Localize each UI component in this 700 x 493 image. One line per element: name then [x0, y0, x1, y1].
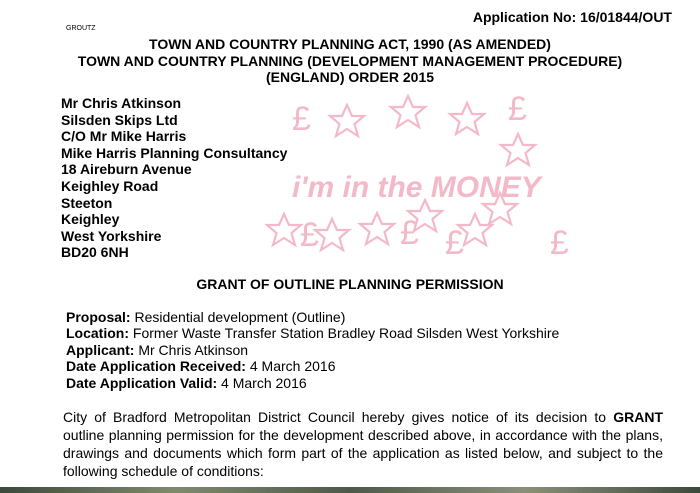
address-line: Keighley Road: [61, 177, 159, 194]
address-line: BD20 6NH: [61, 244, 129, 261]
applicant-row: [66, 342, 559, 358]
star-icon: [360, 213, 394, 244]
address-line: Mike Harris Planning Consultancy: [61, 144, 288, 161]
act-title-line-1: TOWN AND COUNTRY PLANNING ACT, 1990 (AS AMENDED): [149, 36, 551, 52]
act-title-line-3: (ENGLAND) ORDER 2015: [265, 69, 435, 85]
watermark-graphics: [267, 96, 535, 250]
location-label: Location:: [66, 325, 129, 342]
decision-notice: [63, 408, 663, 480]
location-value: Former Waste Transfer Station Bradley Road Silsden West Yorkshire: [129, 325, 560, 342]
window-bottom-edge: [0, 487, 700, 493]
notice-text-before: City of Bradford Metropolitan District Council hereby gives notice of its decision to: [63, 409, 614, 425]
proposal-row: [66, 309, 559, 325]
pound-sign-icon: £: [300, 216, 319, 254]
star-icon: [315, 219, 349, 250]
address-line: West Yorkshire: [61, 227, 162, 244]
star-icon: [483, 193, 517, 224]
application-details: [66, 309, 559, 391]
location-row: [66, 325, 559, 341]
date-received-value: 4 March 2016: [245, 358, 336, 375]
application-number: Application No: 16/01844/OUT: [472, 9, 672, 25]
star-icon: [501, 134, 535, 165]
star-icon: [450, 103, 484, 134]
pound-signs: [292, 90, 569, 262]
applicant-label: Applicant:: [66, 341, 135, 358]
address-line: Silsden Skips Ltd: [61, 111, 178, 128]
proposal-label: Proposal:: [66, 309, 131, 325]
star-icon: [391, 96, 425, 127]
address-line: Steeton: [61, 194, 113, 211]
watermark-text: i'm in the MONEY: [292, 171, 541, 204]
applicant-value: Mr Chris Atkinson: [134, 341, 249, 358]
date-valid-value: 4 March 2016: [217, 374, 307, 391]
pound-sign-icon: £: [292, 100, 311, 138]
star-icon: [458, 214, 492, 245]
pound-sign-icon: £: [445, 224, 464, 262]
address-line: Keighley: [61, 211, 120, 228]
date-received-row: [66, 358, 559, 374]
pound-sign-icon: £: [550, 224, 569, 262]
pound-sign-icon: £: [400, 214, 419, 252]
star-icon: [408, 200, 442, 231]
pound-sign-icon: £: [508, 90, 527, 128]
star-icon: [330, 105, 364, 136]
address-line: Mr Chris Atkinson: [61, 95, 182, 111]
date-received-label: Date Application Received:: [66, 358, 246, 375]
section-title: GRANT OF OUTLINE PLANNING PERMISSION: [196, 276, 504, 292]
recipient-address: [61, 95, 287, 261]
decision-word: GRANT: [613, 409, 663, 425]
reference-code: GROUTZ: [66, 25, 96, 32]
address-line: C/O Mr Mike Harris: [61, 128, 187, 145]
notice-text-after: outline planning permission for the development described above, in accordance with the plans, drawings and documents which form part of the application as listed below, and subject to the following schedule of conditions:: [63, 427, 663, 479]
date-valid-row: [66, 375, 559, 391]
address-line: 18 Aireburn Avenue: [61, 161, 192, 178]
date-valid-label: Date Application Valid:: [66, 374, 218, 391]
proposal-value: Residential development (Outline): [130, 309, 346, 325]
act-title-line-2: TOWN AND COUNTRY PLANNING (DEVELOPMENT MANAGEMENT PROCEDURE): [77, 53, 623, 69]
